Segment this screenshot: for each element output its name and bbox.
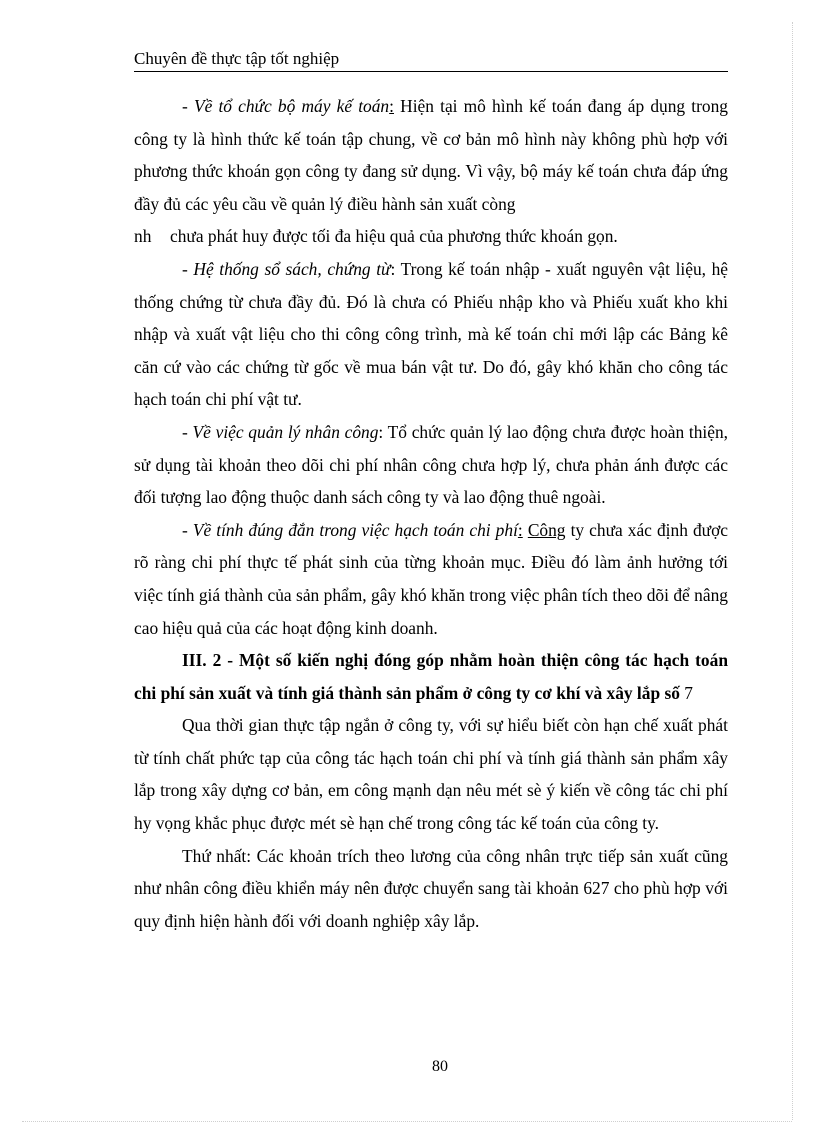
paragraph-first-recommendation xyxy=(134,840,728,938)
page-border-bottom xyxy=(22,1121,792,1122)
underlined-word: Công xyxy=(527,519,566,540)
paragraph-text: ty chưa xác định được rõ ràng chi phí thực tế phát sinh của từng khoản mục. Điều đó làm ảnh hưởng tới việc tính giá thành của sản phẩm, gây khó khăn trong việc phân tích theo dõi để nâng cao hiệu quả của các hoạt động kinh doanh. xyxy=(134,519,728,638)
paragraph-label: - Hệ thống sổ sách, chứng từ xyxy=(182,258,391,279)
paragraph-recommendations-intro xyxy=(134,709,728,839)
paragraph-text: Thứ nhất: Các khoản trích theo lương của công nhân trực tiếp sản xuất cũng như nhân công điều khiển máy nên được chuyển sang tài khoản 627 cho phù hợp với quy định hiện hành đối với doanh nghiệp xây lắp. xyxy=(134,845,728,931)
paragraph-cost-accuracy xyxy=(134,514,728,644)
underlined-colon: : xyxy=(517,519,523,540)
document-body xyxy=(134,90,728,937)
page-border-right xyxy=(792,22,793,1120)
paragraph-text: : Tổ chức quản lý lao động chưa được hoàn thiện, sử dụng tài khoản theo dõi chi phí nhân công chưa hợp lý, chưa phản ánh được các đối tượng lao động thuộc danh sách công ty và lao động thuê ngoài. xyxy=(134,421,728,508)
paragraph-accounting-organization xyxy=(134,90,728,220)
paragraph-text: chưa phát huy được tối đa hiệu quả của phương thức khoán gọn. xyxy=(170,226,618,247)
section-heading-text: III. 2 - Một số kiến nghị đóng góp nhằm hoàn thiện công tác hạch toán chi phí sản xuất và tính giá thành sản phẩm ở công ty cơ khí và xây lắp số xyxy=(134,650,728,703)
paragraph-text: : Trong kế toán nhập - xuất nguyên vật liệu, hệ thống chứng từ chưa đầy đủ. Đó là chưa có Phiếu nhập kho và Phiếu xuất kho khi nhập và xuất vật liệu cho thi công công trình, mà kế toán chỉ mới lập các Bảng kê căn cứ vào các chứng từ gốc về mua bán vật tư. Do đó, gây khó khăn cho công tác hạch toán chi phí vật tư. xyxy=(134,258,728,410)
section-heading-number: 7 xyxy=(679,682,693,703)
paragraph-labor-management xyxy=(134,416,728,514)
paragraph-text: Qua thời gian thực tập ngắn ở công ty, với sự hiểu biết còn hạn chế xuất phát từ tính chất phức tạp của công tác hạch toán chi phí và tính giá thành sản phẩm xây lắp trong xây dựng cơ bản, em công mạnh dạn nêu mét sè ý kiến về công tác chi phí hy vọng khắc phục được mét sè hạn chế trong công tác kế toán của công ty. xyxy=(134,715,728,834)
paragraph-books-vouchers xyxy=(134,253,728,416)
running-header: Chuyên đề thực tập tốt nghiệp xyxy=(134,49,340,68)
paragraph-text: Hiện tại mô hình kế toán đang áp dụng trong công ty là hình thức kế toán tập chung, về cơ bản mô hình này không phù hợp với phương thức khoán gọn công ty đang sử dụng. Vì vậy, bộ máy kế toán chưa đáp ứng đầy đủ các yêu cầu về quản lý điều hành sản xuất còng xyxy=(134,96,728,214)
underlined-colon: : xyxy=(389,96,394,116)
header-rule xyxy=(134,71,728,72)
paragraph-continuation xyxy=(134,220,728,253)
paragraph-label: - Về việc quản lý nhân công xyxy=(182,421,379,442)
page-number: 80 xyxy=(432,1058,448,1075)
paragraph-label: - Về tính đúng đắn trong việc hạch toán chi phí xyxy=(182,519,518,540)
hanging-fragment: nh xyxy=(134,226,152,247)
section-heading xyxy=(134,644,728,709)
paragraph-label: - Về tổ chức bộ máy kế toán xyxy=(182,96,390,116)
